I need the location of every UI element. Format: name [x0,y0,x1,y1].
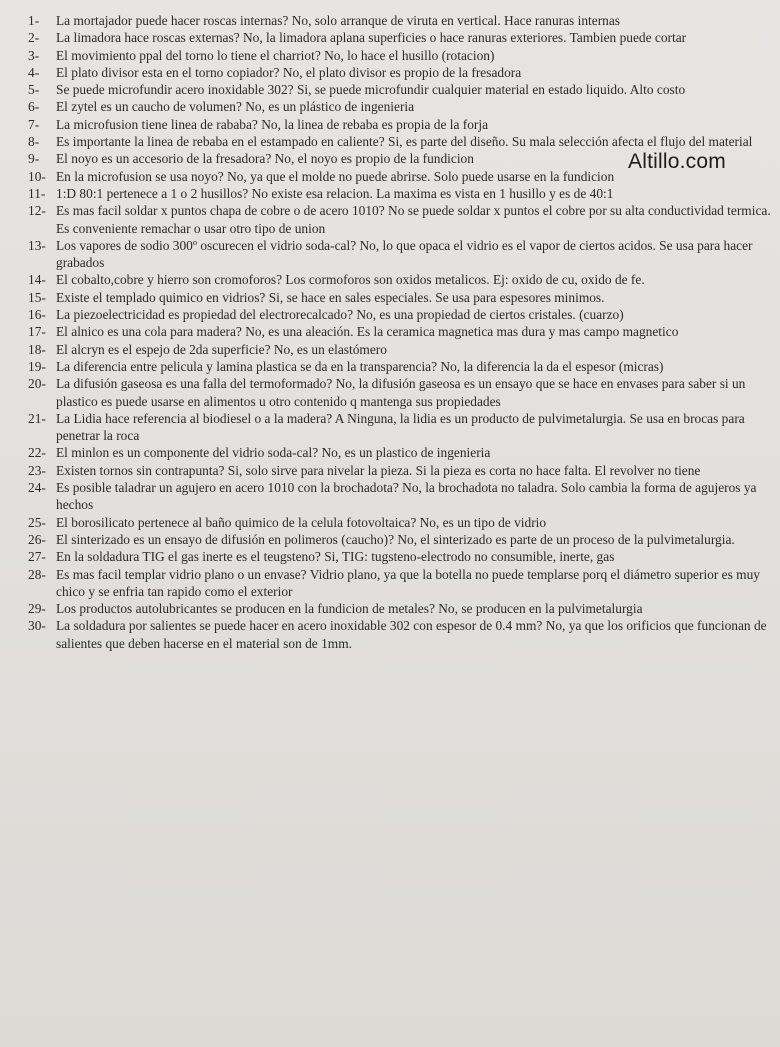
question-number: 26- [28,531,46,547]
question-text: Se puede microfundir acero inoxidable 302? Si, se puede microfundir cualquier material en estado liquido. Alto costo [56,82,686,98]
question-number: 3- [28,47,40,63]
question-item [28,64,773,81]
question-text: En la microfusion se usa noyo? No, ya que el molde no puede abrirse. Solo puede usarse en la fundicion [56,168,615,184]
question-number: 1- [28,13,40,28]
question-text: El borosilicato pertenece al baño quimico de la celula fotovoltaica? No, es un tipo de vidrio [56,514,547,530]
question-number: 29- [28,601,46,617]
question-item [28,116,773,133]
question-text: La piezoelectricidad es propiedad del electrorecalcado? No, es una propiedad de ciertos cristales. (cuarzo) [56,307,624,323]
question-number: 21- [28,410,46,426]
question-item [28,168,773,185]
question-item [28,237,773,272]
question-number: 2- [28,30,40,46]
question-item [28,202,773,237]
question-item [28,29,773,46]
question-text: La diferencia entre pelicula y lamina plastica se da en la transparencia? No, la diferencia la da el espesor (micras) [56,358,664,374]
question-item [28,358,773,375]
question-text: El alcryn es el espejo de 2da superficie? No, es un elastómero [56,341,387,357]
question-item [28,514,773,531]
question-text: Es mas facil soldar x puntos chapa de cobre o de acero 1010? No se puede soldar x puntos el cobre por su alta conductividad termica. Es conveniente remachar o usar otro tipo de union [56,203,771,236]
question-item [28,341,773,358]
question-number: 14- [28,272,46,288]
question-text: El sinterizado es un ensayo de difusión en polimeros (caucho)? No, el sinterizado es parte de un proceso de la pulvimetalurgia. [56,531,735,547]
watermark-logo: Altillo.com [628,150,726,173]
question-number: 28- [28,566,46,582]
question-text: El minlon es un componente del vidrio soda-cal? No, es un plastico de ingenieria [56,445,491,461]
question-number: 13- [28,237,46,253]
question-number: 7- [28,116,40,132]
question-item [28,98,773,115]
question-number: 19- [28,358,46,374]
question-item [28,566,773,601]
question-number: 6- [28,99,40,115]
question-text: El alnico es una cola para madera? No, es una aleación. Es la ceramica magnetica mas dura y mas campo magnetico [56,324,679,340]
question-text: La soldadura por salientes se puede hacer en acero inoxidable 302 con espesor de 0.4 mm? No, ya que los orificios que funcionan de salientes que deben hacerse en el material son de 1mm. [56,618,767,651]
question-number: 4- [28,64,40,80]
question-item [28,47,773,64]
question-item [28,81,773,98]
question-text: Es posible taladrar un agujero en acero 1010 con la brochadota? No, la brochadota no taladra. Solo cambia la forma de agujeros ya hechos [56,480,757,513]
question-item [28,600,773,617]
question-number: 23- [28,462,46,478]
question-number: 30- [28,618,46,634]
question-text: La microfusion tiene linea de rababa? No, la linea de rebaba es propia de la forja [56,116,489,132]
question-item [28,410,773,445]
question-text: La difusión gaseosa es una falla del termoformado? No, la difusión gaseosa es un ensayo que se hace en envases para saber si un plastico es puede usarse en alimentos u otro contenido q mantenga sus propiedades [56,376,746,409]
question-text: El zytel es un caucho de volumen? No, es un plástico de ingenieria [56,99,415,115]
question-answer-list [28,12,773,652]
question-text: 1:D 80:1 pertenece a 1 o 2 husillos? No existe esa relacion. La maxima es vista en 1 husillo y es de 40:1 [56,185,614,201]
question-text: La Lidia hace referencia al biodiesel o a la madera? A Ninguna, la lidia es un producto de pulvimetalurgia. Se usa en brocas para penetrar la roca [56,410,745,444]
question-text: Es mas facil templar vidrio plano o un envase? Vidrio plano, ya que la botella no puede templarse porq el diámetro superior es muy chico y se enfria tan rapido como el exterior [56,566,760,599]
question-number: 11- [28,185,46,201]
question-number: 18- [28,341,46,357]
question-text: Es importante la linea de rebaba en el estampado en caliente? Si, es parte del diseño. Su mala selección afecta el flujo del material [56,134,753,150]
question-number: 15- [28,289,46,305]
question-item [28,531,773,548]
question-item [28,444,773,461]
question-item [28,462,773,479]
question-number: 5- [28,82,40,98]
question-number: 24- [28,480,46,496]
question-number: 9- [28,151,40,167]
question-item [28,185,773,202]
question-item [28,133,773,150]
question-text: Los vapores de sodio 300º oscurecen el vidrio soda-cal? No, lo que opaca el vidrio es el vapor de ciertos acidos. Se usa para hacer grabados [56,237,753,271]
question-item [28,479,773,514]
question-text: El movimiento ppal del torno lo tiene el charriot? No, lo hace el husillo (rotacion) [56,47,495,63]
question-item [28,306,773,323]
question-text: El plato divisor esta en el torno copiador? No, el plato divisor es propio de la fresadora [56,64,522,80]
question-number: 10- [28,168,46,184]
question-text: Los productos autolubricantes se producen en la fundicion de metales? No, se producen en la pulvimetalurgia [56,601,643,617]
question-number: 16- [28,307,46,323]
question-number: 25- [28,514,46,530]
question-number: 27- [28,549,46,565]
question-number: 17- [28,324,46,340]
question-text: El cobalto,cobre y hierro son cromoforos? Los cormoforos son oxidos metalicos. Ej: oxido de cu, oxido de fe. [56,272,645,288]
question-item [28,617,773,652]
question-text: El noyo es un accesorio de la fresadora? No, el noyo es propio de la fundicion [56,151,474,167]
question-number: 22- [28,445,46,461]
question-text: En la soldadura TIG el gas inerte es el teugsteno? Si, TIG: tugsteno-electrodo no consumible, inerte, gas [56,549,615,565]
question-item [28,289,773,306]
question-item [28,375,773,410]
question-text: Existe el templado quimico en vidrios? Si, se hace en sales especiales. Se usa para espesores minimos. [56,289,605,305]
question-item [28,12,773,29]
question-number: 20- [28,376,46,392]
question-number: 12- [28,203,46,219]
question-item [28,323,773,340]
question-item [28,150,773,167]
question-item [28,548,773,565]
question-item [28,271,773,288]
question-number: 8- [28,134,40,150]
question-text: Existen tornos sin contrapunta? Si, solo sirve para nivelar la pieza. Si la pieza es corta no hace falta. El revolver no tiene [56,462,701,478]
question-text: La limadora hace roscas externas? No, la limadora aplana superficies o hace ranuras exteriores. Tambien puede cortar [56,30,687,46]
question-text: La mortajador puede hacer roscas internas? No, solo arranque de viruta en vertical. Hace ranuras internas [56,13,621,28]
